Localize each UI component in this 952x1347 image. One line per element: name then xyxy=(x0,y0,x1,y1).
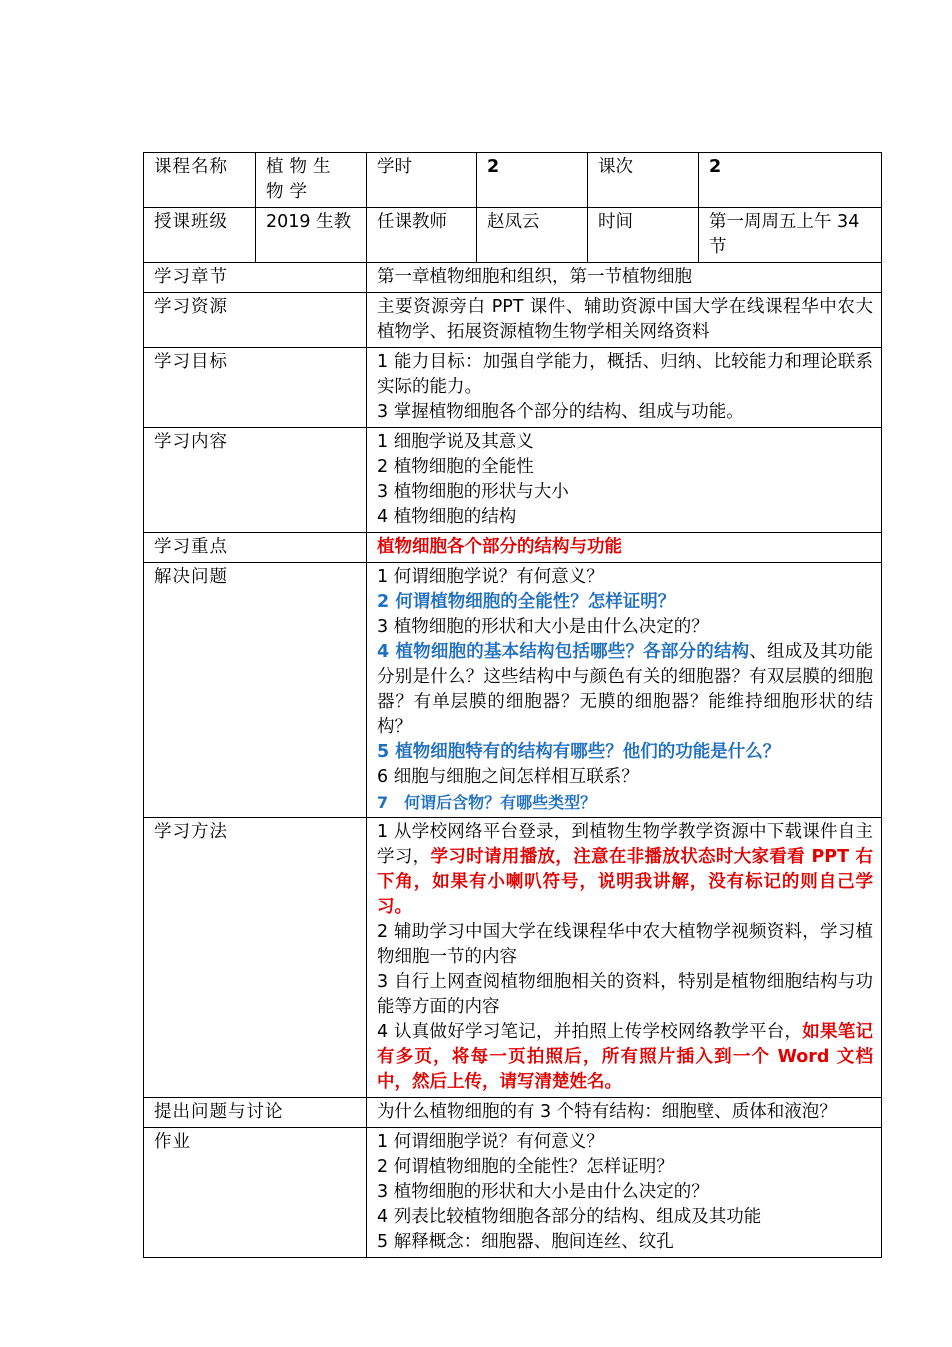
key-points-value: 植物细胞各个部分的结构与功能 xyxy=(367,533,882,563)
method-item: 2 辅助学习中国大学在线课程华中农大植物学视频资料，学习植物细胞一节的内容 xyxy=(377,922,873,967)
row-class xyxy=(144,208,882,263)
class-value: 2019 生教 xyxy=(256,208,367,263)
session-label: 课次 xyxy=(588,153,699,208)
homework-item: 4 列表比较植物细胞各部分的结构、组成及其功能 xyxy=(377,1207,762,1227)
discussion-value: 为什么植物细胞的有 3 个特有结构：细胞壁、质体和液泡？ xyxy=(367,1098,882,1128)
row-course xyxy=(144,153,882,208)
homework-label: 作业 xyxy=(144,1128,367,1258)
homework-item: 5 解释概念：细胞器、胞间连丝、纹孔 xyxy=(377,1232,674,1252)
row-problems xyxy=(144,563,882,818)
problems-label: 解决问题 xyxy=(144,563,367,818)
row-discussion xyxy=(144,1098,882,1128)
methods-label: 学习方法 xyxy=(144,818,367,1098)
method-text: 4 认真做好学习笔记，并拍照上传学校网络教学平台， xyxy=(377,1022,803,1042)
lesson-plan-sheet xyxy=(143,152,881,1258)
method-item xyxy=(377,1020,873,1095)
row-homework xyxy=(144,1128,882,1258)
resources-label: 学习资源 xyxy=(144,293,367,348)
objective-item: 3 掌握植物细胞各个部分的结构、组成与功能。 xyxy=(377,402,744,422)
methods-cell xyxy=(367,818,882,1098)
discussion-label: 提出问题与讨论 xyxy=(144,1098,367,1128)
objectives-cell xyxy=(367,348,882,428)
row-chapter xyxy=(144,263,882,293)
problem-highlight: 4 植物细胞的基本结构包括哪些？各部分的结构 xyxy=(377,642,750,662)
problem-item: 5 植物细胞特有的结构有哪些？他们的功能是什么？ xyxy=(377,742,781,762)
content-item: 4 植物细胞的结构 xyxy=(377,507,517,527)
hours-label: 学时 xyxy=(367,153,477,208)
row-content xyxy=(144,428,882,533)
problem-item: 6 细胞与细胞之间怎样相互联系？ xyxy=(377,767,639,787)
teacher-value: 赵凤云 xyxy=(477,208,588,263)
objective-item: 1 能力目标：加强自学能力，概括、归纳、比较能力和理论联系实际的能力。 xyxy=(377,352,873,397)
chapter-label: 学习章节 xyxy=(144,263,367,293)
chapter-value: 第一章植物细胞和组织，第一节植物细胞 xyxy=(367,263,882,293)
content-item: 3 植物细胞的形状与大小 xyxy=(377,482,569,502)
content-item: 2 植物细胞的全能性 xyxy=(377,457,534,477)
course-label: 课程名称 xyxy=(144,153,256,208)
teacher-label: 任课教师 xyxy=(367,208,477,263)
homework-item: 2 何谓植物细胞的全能性？怎样证明？ xyxy=(377,1157,674,1177)
content-cell xyxy=(367,428,882,533)
key-points-label: 学习重点 xyxy=(144,533,367,563)
homework-cell xyxy=(367,1128,882,1258)
method-highlight: 学习时请用播放，注意在非播放状态时大家看看 PPT 右下角，如果有小喇叭符号，说明我讲解，没有标记的则自己学习。 xyxy=(377,847,874,917)
homework-item: 1 何谓细胞学说？有何意义？ xyxy=(377,1132,604,1152)
content-label: 学习内容 xyxy=(144,428,367,533)
content-item: 1 细胞学说及其意义 xyxy=(377,432,534,452)
objectives-label: 学习目标 xyxy=(144,348,367,428)
method-item: 3 自行上网查阅植物细胞相关的资料，特别是植物细胞结构与功能等方面的内容 xyxy=(377,972,873,1017)
method-highlight: 如果笔记有多页，将每一页拍照后，所有照片插入到一个 Word 文档中，然后上传，请写清楚姓名。 xyxy=(377,1022,874,1092)
problem-text: 、组成及其功能分别是什么？这些结构中与颜色有关的细胞器？有双层膜的细胞器？有单层膜的细胞器？无膜的细胞器？能维持细胞形状的结构？ xyxy=(377,642,873,737)
method-item xyxy=(377,820,873,920)
time-value: 第一周周五上午 34 节 xyxy=(699,208,882,263)
course-value: 植物生物学 xyxy=(256,153,367,208)
problem-item: 2 何谓植物细胞的全能性？怎样证明？ xyxy=(377,592,676,612)
problem-item: 3 植物细胞的形状和大小是由什么决定的？ xyxy=(377,617,709,637)
homework-item: 3 植物细胞的形状和大小是由什么决定的？ xyxy=(377,1182,709,1202)
resources-value: 主要资源旁白 PPT 课件、辅助资源中国大学在线课程华中农大植物学、拓展资源植物生物学相关网络资料 xyxy=(367,293,882,348)
row-key-points xyxy=(144,533,882,563)
time-label: 时间 xyxy=(588,208,699,263)
row-objectives xyxy=(144,348,882,428)
hours-value: 2 xyxy=(477,153,588,208)
lesson-plan-table xyxy=(143,152,882,1258)
problems-cell xyxy=(367,563,882,818)
problem-item: 7 何谓后含物？有哪些类型？ xyxy=(377,793,597,812)
method-text: 1 从学校网络平台登录，到植物生物学教学资源中下载课件自主学习， xyxy=(377,822,873,867)
session-value: 2 xyxy=(699,153,882,208)
row-resources xyxy=(144,293,882,348)
problem-item: 1 何谓细胞学说？有何意义？ xyxy=(377,567,604,587)
problem-item xyxy=(377,640,873,740)
row-methods xyxy=(144,818,882,1098)
class-label: 授课班级 xyxy=(144,208,256,263)
